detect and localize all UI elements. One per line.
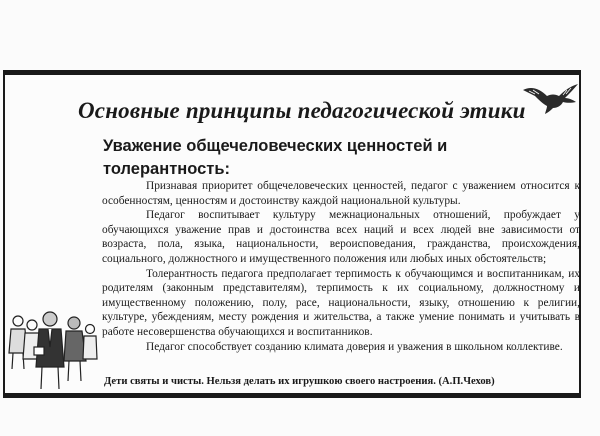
paragraph: Признавая приоритет общечеловеческих ценностей, педагог с уважением относится к особенностям, ценностям и достоинству каждой национальной культуры. [102,180,580,207]
chekhov-quote: Дети святы и чисты. Нельзя делать их игрушкою своего настроения. (А.П.Чехов) [104,376,495,387]
body-text [102,179,580,354]
paragraph: Толерантность педагога предполагает терпимость к обучающимся и воспитанникам, их родителям (законным представителям), терпимость к их социальному, должностному и имущественному положению, полу, расе, национальности, языку, отношению к религии, культуре, убеждениям, месту рождения и жительства, а также умение понимать и учитывать в работе несовершенства обучающихся и воспитанников. [102,267,580,338]
paragraph: Педагог способствует созданию климата доверия и уважения в школьном коллективе. [146,340,563,353]
eagle-icon [521,82,579,116]
teachers-group-icon [6,307,98,392]
page-title: Основные принципы педагогической этики [78,98,526,123]
section-heading: Уважение общечеловеческих ценностей и толерантность: [103,137,448,178]
bottom-border-line [3,395,581,398]
paragraph: Педагог воспитывает культуру межнациональных отношений, пробуждает у обучающихся уважение прав и достоинства всех наций и всех людей вне зависимости от возраста, пола, языка, национальности, вероисповедания, гражданства, происхождения, социального, должностного и имущественного положения или любых иных обстоятельств; [102,209,580,265]
